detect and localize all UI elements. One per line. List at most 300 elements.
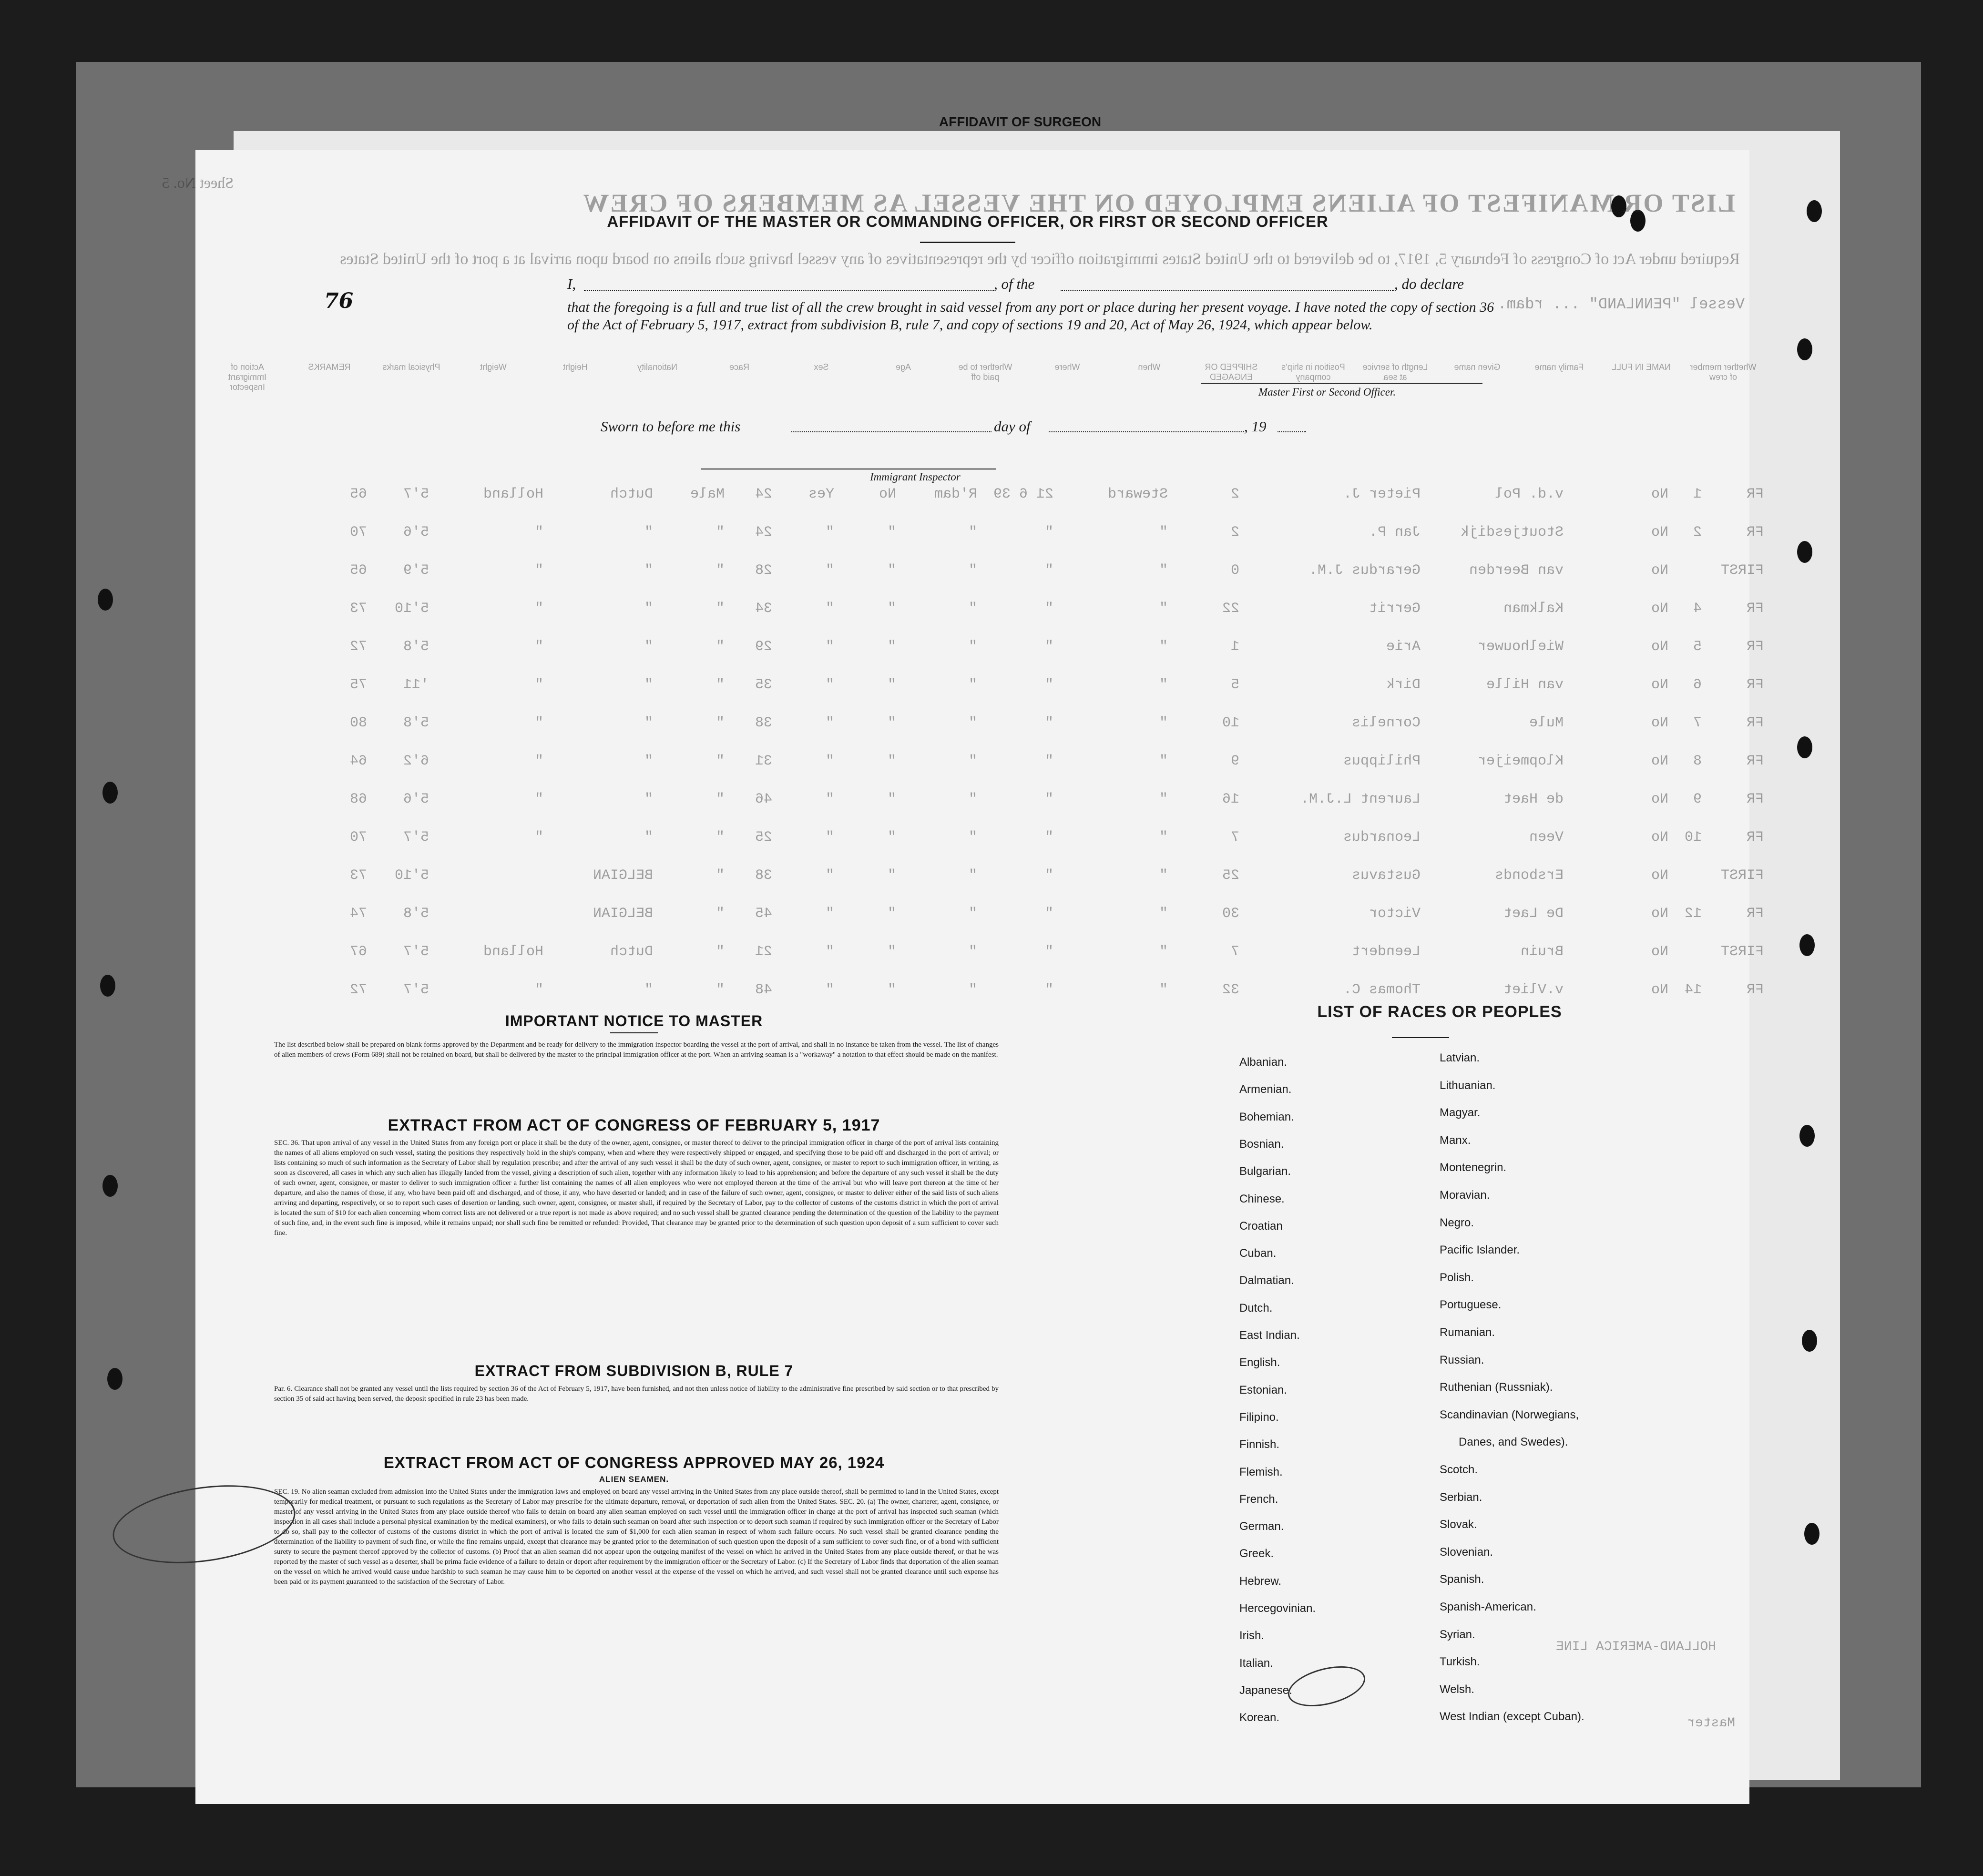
manifest-cell-cls: FR [1746,753,1764,769]
manifest-cell-family: van Hille [1486,677,1564,693]
manifest-cell-when: " [1044,639,1053,655]
race-entry: French. [1239,1492,1278,1506]
manifest-cell-yes: " [825,524,834,540]
manifest-cell-where: " [968,944,977,960]
manifest-cell-stat: No [1651,753,1668,769]
i-label: I, [567,275,576,292]
race-entry: Chinese. [1239,1192,1285,1205]
race-entry: Albanian. [1239,1056,1288,1069]
manifest-cell-where: " [968,562,977,579]
race-entry: English. [1239,1356,1280,1369]
manifest-cell-yes: " [825,867,834,884]
manifest-cell-age: 24 [755,486,772,502]
manifest-cell-yes: " [825,639,834,655]
manifest-cell-len: 2 [1230,486,1239,502]
manifest-cell-when: " [1044,791,1053,807]
manifest-cell-ht: 5'9 [403,562,429,579]
manifest-cell-cls: FIRST [1720,944,1764,960]
manifest-cell-age: 34 [755,601,772,617]
manifest-cell-nat: Holland [483,944,543,960]
race-entry: Slovenian. [1440,1545,1493,1559]
race-entry: Armenian. [1239,1083,1292,1096]
notice-title: IMPORTANT NOTICE TO MASTER [505,1012,763,1030]
manifest-header-cell: Given name [1454,362,1501,372]
race-entry: Croatian [1239,1219,1283,1233]
manifest-cell-where: " [968,829,977,846]
extract-1924-subtitle: ALIEN SEAMEN. [599,1475,669,1484]
race-entry: Russian. [1440,1353,1484,1366]
race-entry: Syrian. [1440,1628,1475,1641]
manifest-cell-yes: " [825,944,834,960]
race-entry: Slovak. [1440,1518,1477,1531]
race-entry: Montenegrin. [1440,1161,1507,1174]
manifest-cell-stat: No [1651,601,1668,617]
manifest-cell-given: Pieter J. [1343,486,1421,502]
manifest-cell-given: Philippus [1343,753,1421,769]
extract-1917-text: SEC. 36. That upon arrival of any vessel in the United States from any foreign port or place it shall be the duty of the owner, agent, consignee, or master thereof to deliver to the principal immigration officer in charge of the port of arrival lists containing the names of all aliens employed on such vessel, stating the positions they respectively hold in the ship's company, when and where they were respectively shipped or engaged, and specifying those to be paid off and discharged in the port of arrival; or lists containing so much of such information as the Secretary of Labor shall by regulation prescribe; and after the arrival of any such vessel it shall be the duty of such owner, agent, consignee, or master to report to such immigration officer, in writing, as soon as discovered, all cases in which any such alien has illegally landed from the vessel, giving a description of such alien, together with any information likely to lead to his apprehension; and before the departure of any such vessel it shall be the duty of such owner, agent, consignee, or master to deliver to such immigration officer a further list containing the names of all alien employees who were not employed thereon at the time of the arrival but who will leave port thereon at the time of her departure, and also the names of those, if any, who have been paid off and discharged, and of those, if any, who have deserted or landed; and in case of the failure of such owner, agent, consignee, or master to deliver either of the said lists of such aliens arriving and departing, respectively, or so to report such cases of desertion or landing, such owner, agent, consignee, or master shall, if required by the Secretary of Labor, pay to the collector of customs of the customs district in which the port of arrival is located the sum of $10 for each alien concerning whom correct lists are not delivered or a true report is not made as above required; and no such vessel shall be granted clearance pending the determination of the question of the liability to the payment of such fine, and, in the event such fine is imposed, while it remains unpaid; nor shall such fine be remitted or refunded: Provided, That clearance may be granted prior to the determination of such question upon deposit of a sum sufficient to cover such fine. [274,1139,999,1237]
manifest-cell-sex: " [716,524,725,540]
race-entry: Portuguese. [1440,1298,1502,1312]
manifest-cell-pos: " [1159,829,1168,846]
manifest-cell-pos: " [1159,982,1168,998]
manifest-cell-no: 14 [1684,982,1702,998]
manifest-cell-age: 28 [755,562,772,579]
manifest-cell-yes: " [825,562,834,579]
manifest-header-cell: Nationality [637,362,678,372]
manifest-cell-len: 25 [1222,867,1239,884]
race-entry: Scandinavian (Norwegians, [1440,1408,1579,1421]
manifest-cell-nat: " [534,601,543,617]
manifest-cell-wt: 65 [349,486,367,502]
manifest-cell-when: " [1044,562,1053,579]
manifest-header-cell: When [1138,362,1161,372]
manifest-cell-family: Wielhouwer [1477,639,1564,655]
race-entry: Hercegovinian. [1239,1602,1316,1615]
manifest-cell-family: Bruin [1520,944,1564,960]
manifest-cell-age: 46 [755,791,772,807]
manifest-cell-yes: " [825,906,834,922]
manifest-cell-race: BELGIAN [593,906,653,922]
manifest-cell-wt: 74 [349,906,367,922]
manifest-cell-when: " [1044,867,1053,884]
manifest-header-cell: NAME IN FULL [1611,362,1671,372]
manifest-header-cell: Race [729,362,750,372]
race-entry: Pacific Islander. [1440,1244,1520,1257]
manifest-cell-pos: " [1159,677,1168,693]
race-entry: Irish. [1239,1629,1265,1642]
manifest-cell-no: 8 [1693,753,1702,769]
manifest-cell-nat: Holland [483,486,543,502]
manifest-cell-when: " [1044,829,1053,846]
master-signature-line [1201,383,1482,384]
manifest-cell-given: Leendert [1351,944,1421,960]
manifest-header-cell: Where [1054,362,1080,372]
manifest-cell-len: 30 [1222,906,1239,922]
subdivision-title: EXTRACT FROM SUBDIVISION B, RULE 7 [474,1362,794,1379]
manifest-cell-stat: No [1651,677,1668,693]
race-entry: Turkish. [1440,1655,1480,1669]
manifest-cell-cls: FR [1746,486,1764,502]
manifest-cell-pos: " [1159,906,1168,922]
manifest-subtitle: Required under Act of Congress of February 5, 1917, to be delivered to the United States immigration officer by the representatives of any vessel having such aliens on board upon arrival at a port of the United States [340,250,1740,268]
manifest-cell-pos: " [1159,944,1168,960]
manifest-cell-race: " [644,791,653,807]
manifest-cell-nat: " [534,753,543,769]
manifest-cell-wt: 70 [349,524,367,540]
manifest-cell-pos: Steward [1107,486,1168,502]
manifest-cell-sex: " [716,562,725,579]
manifest-header-cell: Sex [814,362,829,372]
manifest-cell-wt: 68 [349,791,367,807]
manifest-vessel: Vessel "PENNLAND" ... rdam. [1497,296,1745,313]
manifest-cell-nat: " [534,639,543,655]
manifest-cell-stat: No [1651,906,1668,922]
manifest-cell-age: 24 [755,524,772,540]
manifest-cell-wt: 73 [349,601,367,617]
manifest-cell-pos: " [1159,867,1168,884]
manifest-header-cell: SHIPPED OR ENGAGED [1205,362,1258,382]
manifest-cell-given: Thomas C. [1343,982,1421,998]
manifest-header-cell: REMARKS [308,362,351,372]
manifest-cell-paid: " [887,982,896,998]
manifest-cell-yes: " [825,715,834,731]
manifest-header-cell: Length of service at sea [1362,362,1428,382]
manifest-cell-no: 5 [1693,639,1702,655]
manifest-cell-race: " [644,562,653,579]
manifest-cell-ht: 5'8 [403,639,429,655]
manifest-cell-paid: " [887,829,896,846]
race-entry: Bosnian. [1239,1137,1284,1151]
do-declare-label: , do declare [1394,275,1464,292]
manifest-cell-sex: " [716,715,725,731]
manifest-header-cell: Whether member of crew [1690,362,1757,382]
title-underline [920,242,1015,243]
manifest-cell-where: " [968,791,977,807]
manifest-cell-len: 1 [1230,639,1239,655]
race-entry: Lithuanian. [1440,1079,1496,1092]
manifest-cell-given: Laurent L.J.M. [1300,791,1421,807]
manifest-cell-stat: No [1651,562,1668,579]
manifest-cell-cls: FR [1746,715,1764,731]
sworn-label: Sworn to before me this [601,418,741,435]
manifest-cell-cls: FIRST [1720,562,1764,579]
manifest-cell-len: 7 [1230,829,1239,846]
manifest-cell-age: 29 [755,639,772,655]
notice-underline [610,1032,658,1033]
race-entry: Italian. [1239,1656,1273,1670]
manifest-cell-cls: FR [1746,982,1764,998]
manifest-cell-where: " [968,982,977,998]
manifest-cell-no: 9 [1693,791,1702,807]
manifest-cell-stat: No [1651,867,1668,884]
manifest-cell-pos: " [1159,715,1168,731]
manifest-cell-given: Victor [1369,906,1421,922]
manifest-cell-sex: Male [690,486,725,502]
manifest-cell-family: v.Vliet [1503,982,1564,998]
manifest-cell-no: 1 [1693,486,1702,502]
manifest-cell-paid: " [887,906,896,922]
manifest-cell-race: Dutch [610,944,653,960]
handwritten-number: 76 [324,289,354,313]
manifest-cell-yes: " [825,677,834,693]
manifest-cell-paid: " [887,791,896,807]
manifest-cell-age: 48 [755,982,772,998]
manifest-cell-stat: No [1651,791,1668,807]
manifest-cell-given: Cornelis [1351,715,1421,731]
manifest-cell-family: Kalkman [1503,601,1564,617]
manifest-cell-ht: 5'6 [403,524,429,540]
manifest-cell-no: 6 [1693,677,1702,693]
manifest-cell-where: " [968,867,977,884]
manifest-cell-cls: FR [1746,677,1764,693]
race-entry: Flemish. [1239,1465,1283,1478]
manifest-sheet-number: Sheet No. 5 [162,174,234,191]
race-entry: Danes, and Swedes). [1459,1436,1568,1449]
declaration-text: that the foregoing is a full and true list of all the crew brought in said vessel from any port or place during her present voyage. I have noted the copy of section 36 of the Act of February 5, 1917, extract from subdivision B, rule 7, and copy of sections 19 and 20, Act of May 26, 1924, which appear below. [567,299,1494,333]
manifest-cell-stat: No [1651,715,1668,731]
race-entry: Serbian. [1440,1490,1482,1504]
manifest-cell-stat: No [1651,639,1668,655]
manifest-cell-cls: FR [1746,906,1764,922]
manifest-cell-nat: " [534,524,543,540]
manifest-cell-len: 2 [1230,524,1239,540]
manifest-cell-len: 5 [1230,677,1239,693]
manifest-cell-pos: " [1159,562,1168,579]
race-entry: Filipino. [1239,1410,1279,1424]
manifest-cell-when: 21 6 39 [993,486,1053,502]
manifest-master-caption: Master [1687,1716,1735,1731]
manifest-cell-stat: No [1651,944,1668,960]
manifest-cell-len: 7 [1230,944,1239,960]
manifest-cell-pos: " [1159,791,1168,807]
manifest-cell-cls: FR [1746,791,1764,807]
race-entry: Welsh. [1440,1682,1474,1696]
extract-1924-title: EXTRACT FROM ACT OF CONGRESS APPROVED MAY 26, 1924 [383,1454,885,1471]
manifest-cell-wt: 64 [349,753,367,769]
manifest-cell-len: 22 [1222,601,1239,617]
manifest-title: LIST OR MANIFEST OF ALIENS EMPLOYED ON THE VESSEL AS MEMBERS OF CREW [582,189,1735,217]
manifest-cell-no: 2 [1693,524,1702,540]
race-entry: Greek. [1239,1547,1274,1560]
manifest-cell-race: " [644,753,653,769]
race-entry: Magyar. [1440,1106,1481,1120]
sworn-year-line [1278,431,1306,432]
manifest-cell-family: van Beerden [1469,562,1564,579]
manifest-cell-race: " [644,982,653,998]
manifest-cell-ht: 5'10 [394,867,429,884]
manifest-cell-yes: " [825,791,834,807]
manifest-cell-stat: No [1651,524,1668,540]
manifest-cell-nat: " [534,677,543,693]
manifest-cell-race: " [644,715,653,731]
manifest-cell-wt: 73 [349,867,367,884]
manifest-cell-no: 12 [1684,906,1702,922]
of-the-label: , of the [994,275,1035,292]
manifest-cell-len: 16 [1222,791,1239,807]
race-entry: West Indian (except Cuban). [1440,1710,1584,1723]
manifest-cell-cls: FR [1746,829,1764,846]
race-entry: Spanish-American. [1440,1601,1536,1613]
manifest-cell-ht: 5'8 [403,906,429,922]
race-entry: Rumanian. [1440,1326,1495,1339]
manifest-header-cell: Action of Immigrant Inspector [228,362,267,392]
sworn-month-line [1049,431,1244,432]
manifest-cell-family: Mule [1529,715,1564,731]
manifest-header-cell: Physical marks [382,362,440,372]
manifest-cell-when: " [1044,906,1053,922]
manifest-cell-stat: No [1651,829,1668,846]
manifest-header-cell: Position in ship's company [1281,362,1345,382]
manifest-header-cell: Whether to be paid off [958,362,1012,382]
manifest-cell-nat: " [534,982,543,998]
vessel-line [1061,290,1394,291]
manifest-cell-yes: " [825,753,834,769]
manifest-cell-where: " [968,715,977,731]
manifest-cell-race: Dutch [610,486,653,502]
manifest-cell-nat: " [534,829,543,846]
manifest-cell-race: " [644,601,653,617]
race-entry: Bulgarian. [1239,1165,1291,1178]
manifest-cell-ht: 5'8 [403,715,429,731]
manifest-cell-ht: 5'7 [403,829,429,846]
manifest-cell-when: " [1044,982,1053,998]
manifest-cell-sex: " [716,867,725,884]
manifest-cell-cls: FIRST [1720,867,1764,884]
manifest-cell-sex: " [716,791,725,807]
manifest-cell-len: 32 [1222,982,1239,998]
manifest-cell-when: " [1044,715,1053,731]
manifest-cell-ht: '11 [403,677,429,693]
manifest-cell-sex: " [716,906,725,922]
race-entry: German. [1239,1520,1284,1533]
manifest-cell-age: 38 [755,715,772,731]
manifest-cell-paid: " [887,524,896,540]
manifest-cell-wt: 72 [349,982,367,998]
manifest-cell-yes: Yes [808,486,834,502]
manifest-cell-age: 38 [755,867,772,884]
manifest-header-cell: Age [895,362,911,372]
manifest-cell-where: " [968,677,977,693]
manifest-cell-when: " [1044,944,1053,960]
race-entry: Finnish. [1239,1438,1280,1451]
manifest-cell-where: " [968,639,977,655]
race-entry: Polish. [1440,1271,1474,1284]
manifest-cell-when: " [1044,524,1053,540]
manifest-cell-ht: 6'2 [403,753,429,769]
manifest-cell-where: " [968,753,977,769]
manifest-cell-pos: " [1159,639,1168,655]
manifest-cell-yes: " [825,982,834,998]
manifest-cell-no: 4 [1693,601,1702,617]
notice-text: The list described below shall be prepared on blank forms approved by the Department and be ready for delivery to the immigration inspector boarding the vessel at the port of arrival, and shall in no instance be taken from the vessel. The list of changes of alien members of crews (Form 689) shall not be retained on board, but shall be delivered by the master to the principal immigration officer at the port. When an arriving seaman is a "workaway" a notation to that effect should be made on the manifest. [274,1041,999,1059]
manifest-cell-paid: " [887,753,896,769]
manifest-cell-paid: " [887,677,896,693]
manifest-cell-paid: " [887,562,896,579]
manifest-cell-paid: " [887,639,896,655]
manifest-cell-age: 21 [755,944,772,960]
manifest-cell-cls: FR [1746,639,1764,655]
race-entry: Scotch. [1440,1463,1478,1476]
manifest-cell-ht: 5'7 [403,982,429,998]
manifest-cell-race: " [644,524,653,540]
manifest-cell-given: Leonardus [1343,829,1421,846]
manifest-cell-race: BELGIAN [593,867,653,884]
name-line [584,290,994,291]
manifest-cell-race: " [644,639,653,655]
races-title: LIST OF RACES OR PEOPLES [1317,1003,1562,1021]
manifest-cell-family: Ersbonds [1494,867,1564,884]
manifest-cell-paid: " [887,867,896,884]
manifest-cell-where: " [968,601,977,617]
manifest-cell-len: 10 [1222,715,1239,731]
manifest-cell-family: de Haet [1503,791,1564,807]
manifest-cell-yes: " [825,601,834,617]
manifest-line-stamp: HOLLAND-AMERICA LINE [1555,1640,1716,1654]
inspector-caption: Immigrant Inspector [870,471,961,483]
manifest-cell-nat: " [534,791,543,807]
manifest-cell-len: 0 [1230,562,1239,579]
manifest-cell-ht: 5'10 [394,601,429,617]
manifest-cell-age: 45 [755,906,772,922]
manifest-cell-given: Gerrit [1369,601,1421,617]
manifest-cell-given: Gerardus J.M. [1308,562,1421,579]
manifest-cell-sex: " [716,639,725,655]
manifest-cell-when: " [1044,677,1053,693]
manifest-cell-when: " [1044,601,1053,617]
manifest-cell-wt: 80 [349,715,367,731]
manifest-cell-ht: 5'7 [403,486,429,502]
manifest-cell-stat: No [1651,486,1668,502]
manifest-cell-pos: " [1159,601,1168,617]
manifest-cell-sex: " [716,829,725,846]
manifest-cell-sex: " [716,944,725,960]
manifest-cell-family: Klopmeijer [1477,753,1564,769]
manifest-cell-race: " [644,677,653,693]
race-entry: Japanese. [1239,1683,1292,1697]
manifest-cell-sex: " [716,982,725,998]
manifest-cell-where: " [968,906,977,922]
manifest-cell-len: 9 [1230,753,1239,769]
manifest-cell-where: R'dam [934,486,977,502]
manifest-cell-where: " [968,524,977,540]
manifest-header-cell: Height [562,362,588,372]
manifest-cell-wt: 67 [349,944,367,960]
manifest-cell-pos: " [1159,524,1168,540]
manifest-cell-ht: 5'6 [403,791,429,807]
subdivision-text: Par. 6. Clearance shall not be granted any vessel until the lists required by section 36 of the Act of February 5, 1917, have been furnished, and not then unless notice of liability to the administrative fine prescribed by said section or to that prescribed by section 35 of said act having been served, the deposit specified in rule 23 has been made. [274,1385,999,1403]
manifest-cell-family: v.d. Pol [1494,486,1564,502]
race-entry: Estonian. [1239,1383,1288,1397]
races-underline [1392,1037,1449,1038]
race-entry: Dutch. [1239,1301,1273,1315]
manifest-cell-given: Dirk [1386,677,1421,693]
manifest-header-cell: Weight [480,362,507,372]
extract-1924-text: SEC. 19. No alien seaman excluded from admission into the United States under the immigration laws and employed on board any vessel arriving in the United States from any place outside thereof, shall be permitted to land in the United States, except temporarily for medical treatment, or pursuant to such regulations as the Secretary of Labor may prescribe for the ultimate departure, removal, or deportation of such alien from the United States. SEC. 20. (a) The owner, charterer, agent, consignee, or master of any vessel arriving in the United States from any place outside thereof who fails to detain on board any alien seaman employed on such vessel until the immigration officer in charge at the port of arrival has inspected such seaman (which inspection in all cases shall include a personal physical examination by the medical examiners), or who fails to detain such seaman on board after such inspection or to deport such seaman if required by such immigration officer or the Secretary of Labor to do so, shall pay to the collector of customs of the customs district in which the port of arrival is located the sum of $1,000 for each alien seaman in respect of whom such failure occurs. No such vessel shall be granted clearance pending the determination of the liability to payment of such fine, or while the fine remains unpaid, except that clearance may be granted prior to the determination of such question upon the deposit of a sum sufficient to cover such fine, or of a bond with sufficient surety to secure the payment thereof approved by the collector of customs. (b) Proof that an alien seaman did not appear upon the outgoing manifest of the vessel on which he arrived in the United States from any place outside thereof, or that he was reported by the master of such vessel as a deserter, shall be prima facie evidence of a failure to detain or deport after requirement by the immigration officer or the Secretary of Labor. (c) If the Secretary of Labor finds that deportation of the alien seaman on the vessel on which he arrived would cause undue hardship to such seaman he may cause him to be deported on another vessel at the expense of the vessel on which he arrived, and such vessel shall not be granted clearance until such expense has been paid or its payment guaranteed to the satisfaction of the Secretary of Labor. [274,1488,999,1586]
manifest-cell-wt: 65 [349,562,367,579]
manifest-cell-wt: 75 [349,677,367,693]
back-sheet-title: AFFIDAVIT OF SURGEON [939,114,1102,129]
race-entry: Ruthenian (Russniak). [1440,1381,1553,1394]
manifest-cell-paid: " [887,715,896,731]
race-entry: Cuban. [1239,1247,1277,1260]
race-entry: Moravian. [1440,1189,1490,1202]
manifest-cell-family: De Laet [1503,906,1564,922]
manifest-cell-age: 31 [755,753,772,769]
manifest-cell-cls: FR [1746,524,1764,540]
manifest-cell-sex: " [716,677,725,693]
race-entry: Manx. [1440,1133,1471,1147]
manifest-cell-given: Gustavus [1351,867,1421,884]
